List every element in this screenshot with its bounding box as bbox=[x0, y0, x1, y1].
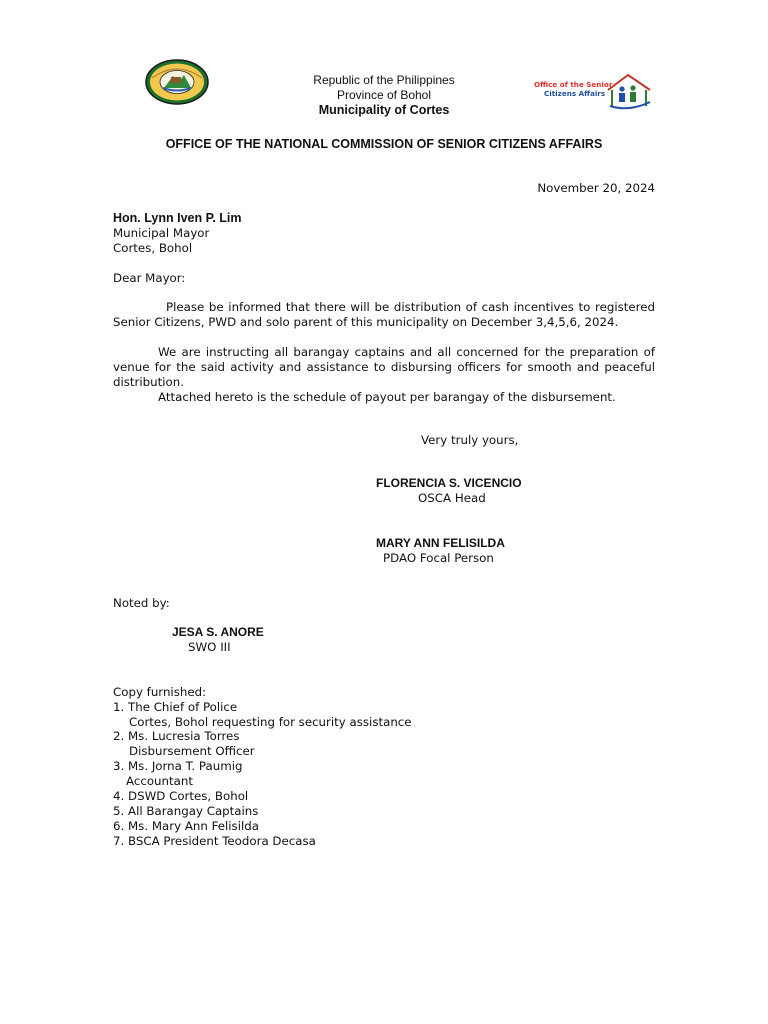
house-family-icon bbox=[604, 72, 656, 110]
header-republic: Republic of the Philippines bbox=[313, 73, 455, 87]
list-item-detail: Disbursement Officer bbox=[129, 744, 255, 758]
osca-logo-line1: Office of the Senior bbox=[534, 80, 613, 89]
recipient-place: Cortes, Bohol bbox=[113, 241, 193, 255]
header-municipality: Municipality of Cortes bbox=[318, 103, 450, 117]
noted-by-label: Noted by: bbox=[113, 596, 170, 610]
recipient-name: Hon. Lynn Iven P. Lim bbox=[113, 211, 242, 225]
noted-by-name: JESA S. ANORE bbox=[172, 625, 264, 639]
letter-date: November 20, 2024 bbox=[537, 181, 655, 195]
signatory-name-1: FLORENCIA S. VICENCIO bbox=[376, 476, 522, 490]
signatory-name-2: MARY ANN FELISILDA bbox=[376, 536, 505, 550]
osca-logo bbox=[532, 72, 656, 110]
noted-by-title: SWO III bbox=[188, 640, 231, 654]
list-item: 2. Ms. Lucresia Torres bbox=[113, 729, 240, 743]
recipient-title: Municipal Mayor bbox=[113, 226, 210, 240]
osca-logo-line2: Citizens Affairs bbox=[544, 88, 606, 98]
body-paragraph-1: Please be informed that there will be distribution of cash incentives to registered Senior Citizens, PWD and solo parent of this municipality on December 3,4,5,6, 2024. bbox=[113, 300, 655, 329]
list-item: 1. The Chief of Police bbox=[113, 700, 238, 714]
list-item: 5. All Barangay Captains bbox=[113, 804, 259, 818]
list-item-detail: Cortes, Bohol requesting for security assistance bbox=[129, 715, 412, 729]
header-province: Province of Bohol bbox=[336, 88, 432, 102]
list-item: 7. BSCA President Teodora Decasa bbox=[113, 834, 316, 848]
signatory-title-1: OSCA Head bbox=[418, 491, 486, 505]
body-paragraph-3: Attached hereto is the schedule of payout per barangay of the disbursement. bbox=[158, 390, 616, 404]
list-item: 3. Ms. Jorna T. Paumig bbox=[113, 759, 243, 773]
list-item: 6. Ms. Mary Ann Felisilda bbox=[113, 819, 259, 833]
salutation: Dear Mayor: bbox=[113, 271, 186, 285]
copy-furnished-label: Copy furnished: bbox=[113, 685, 207, 699]
list-item: 4. DSWD Cortes, Bohol bbox=[113, 789, 249, 803]
list-item-detail: Accountant bbox=[126, 774, 193, 788]
signatory-title-2: PDAO Focal Person bbox=[383, 551, 494, 565]
body-paragraph-2: We are instructing all barangay captains and all concerned for the preparation of venue for the said activity and assistance to disbursing officers for smooth and peaceful distribution. bbox=[113, 345, 655, 389]
closing: Very truly yours, bbox=[421, 433, 519, 447]
office-title: OFFICE OF THE NATIONAL COMMISSION OF SENIOR CITIZENS AFFAIRS bbox=[165, 137, 603, 151]
